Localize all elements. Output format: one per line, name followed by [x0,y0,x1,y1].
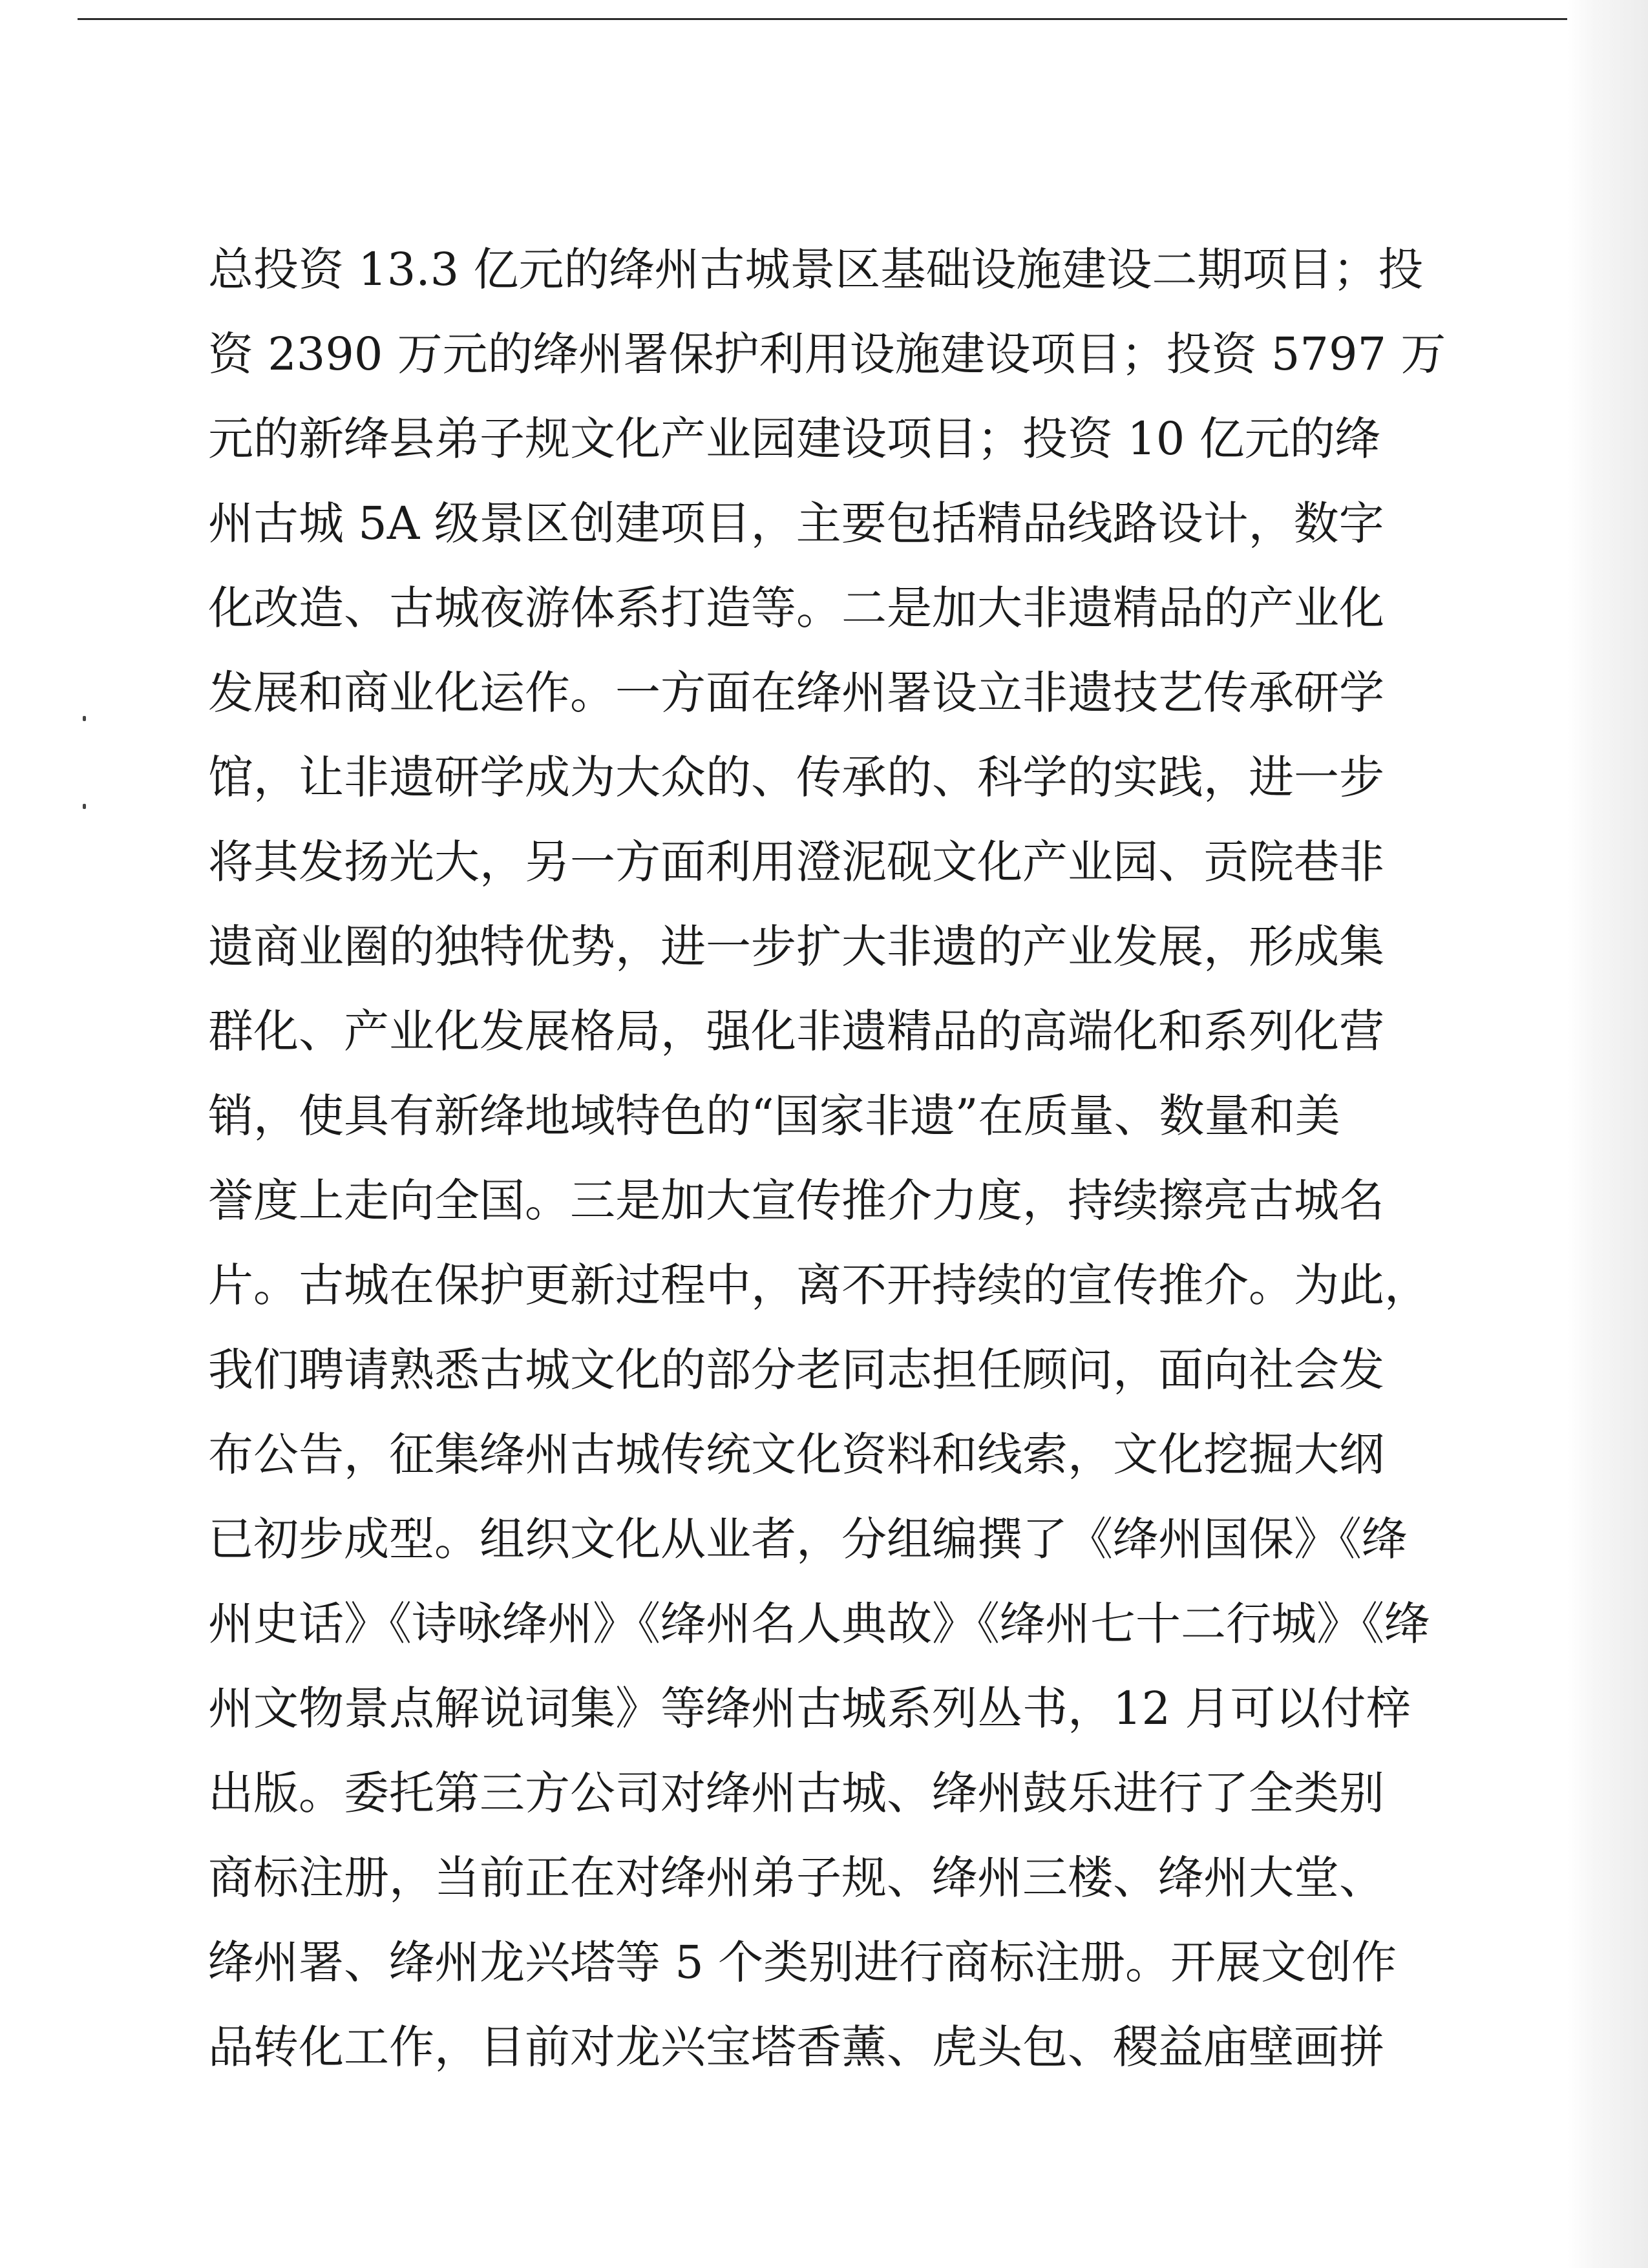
text-line-1: 总投资 13.3 亿元的绛州古城景区基础设施建设二期项目；投 [208,243,1424,296]
text-line-9: 遗商业圈的独特优势，进一步扩大非遗的产业发展，形成集 [208,920,1384,973]
text-line-19: 出版。委托第三方公司对绛州古城、绛州鼓乐进行了全类别 [208,1767,1384,1820]
text-line-10: 群化、产业化发展格局，强化非遗精品的高端化和系列化营 [208,1005,1384,1058]
text-line-20: 商标注册，当前正在对绛州弟子规、绛州三楼、绛州大堂、 [208,1851,1384,1904]
text-line-12: 誉度上走向全国。三是加大宣传推介力度，持续擦亮古城名 [208,1174,1384,1227]
text-line-2: 资 2390 万元的绛州署保护利用设施建设项目；投资 5797 万 [208,328,1446,381]
text-line-3: 元的新绛县弟子规文化产业园建设项目；投资 10 亿元的绛 [208,412,1380,465]
scan-speck [83,716,86,721]
text-line-15: 布公告，征集绛州古城传统文化资料和线索，文化挖掘大纲 [208,1428,1384,1481]
text-line-21: 绛州署、绛州龙兴塔等 5 个类别进行商标注册。开展文创作 [208,1936,1397,1989]
text-line-7: 馆，让非遗研学成为大众的、传承的、科学的实践，进一步 [208,751,1384,804]
scan-right-edge-shadow [1567,0,1648,2268]
text-line-22: 品转化工作，目前对龙兴宝塔香薰、虎头包、稷益庙壁画拼 [208,2021,1384,2074]
text-line-4: 州古城 5A 级景区创建项目，主要包括精品线路设计，数字 [208,497,1384,550]
scan-speck [83,804,86,809]
text-line-6: 发展和商业化运作。一方面在绛州署设立非遗技艺传承研学 [208,666,1384,719]
text-line-13: 片。古城在保护更新过程中，离不开持续的宣传推介。为此， [208,1259,1430,1312]
document-body-text [208,227,1446,2090]
text-line-8: 将其发扬光大，另一方面利用澄泥砚文化产业园、贡院巷非 [208,835,1384,888]
scan-top-edge-line [78,18,1570,20]
text-line-17: 州史话》《诗咏绛州》《绛州名人典故》《绛州七十二行城》《绛 [208,1597,1430,1650]
text-line-11: 销，使具有新绛地域特色的“国家非遗”在质量、数量和美 [208,1089,1340,1142]
text-line-5: 化改造、古城夜游体系打造等。二是加大非遗精品的产业化 [208,582,1384,635]
text-line-16: 已初步成型。组织文化从业者，分组编撰了《绛州国保》《绛 [208,1513,1407,1566]
text-line-18: 州文物景点解说词集》等绛州古城系列丛书，12 月可以付梓 [208,1682,1411,1735]
text-line-14: 我们聘请熟悉古城文化的部分老同志担任顾问，面向社会发 [208,1343,1384,1396]
